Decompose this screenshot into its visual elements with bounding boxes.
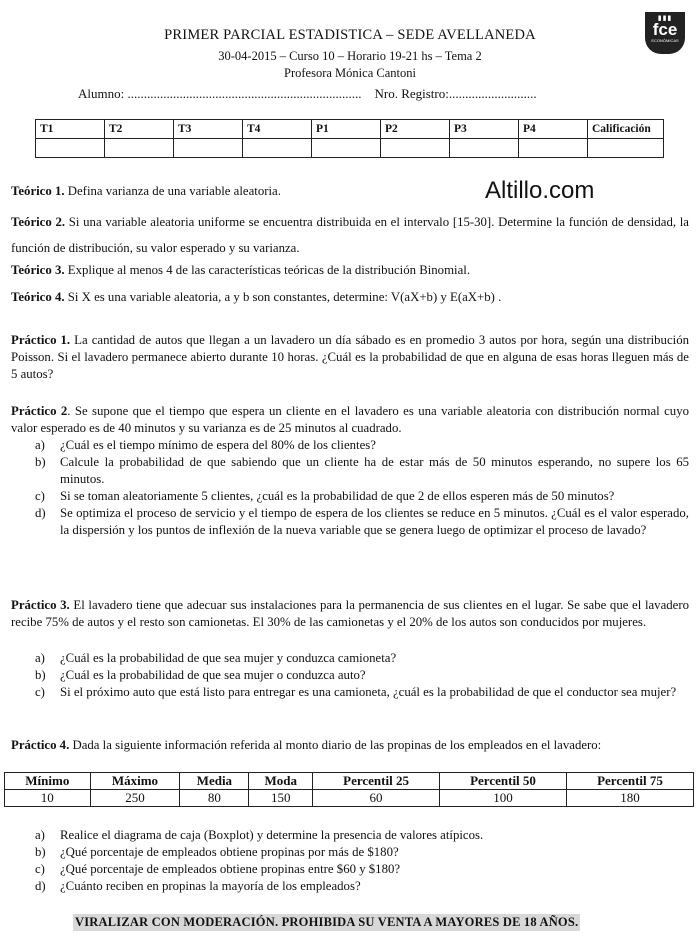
grade-cell[interactable] [519,139,588,158]
teorico-2 [11,209,689,261]
practico-text: Dada la siguiente información referida al monto diario de las propinas de los empleados en el lavadero: [69,738,602,752]
tips-value-cell: 100 [440,790,567,807]
list-item: c) Si el próximo auto que está listo para entregar es una camioneta, ¿cuál es la probabilidad de que el conductor sea mujer? [35,685,677,699]
practico-label: Práctico 4. [11,738,70,752]
grade-cell[interactable] [243,139,312,158]
practico-2 [11,403,689,437]
practico-1 [11,332,689,383]
grade-cell[interactable] [105,139,174,158]
practico-4 [11,737,689,754]
tips-value-cell: 250 [90,790,180,807]
exam-title: PRIMER PARCIAL ESTADISTICA – SEDE AVELLANEDA [164,27,536,43]
logo-sub: ECONÓMICAS [651,38,679,43]
list-item: a) ¿Cuál es la probabilidad de que sea mujer y conduzca camioneta? [35,651,397,665]
grade-header-cell: T2 [105,120,174,139]
teacher-name: Profesora Mónica Cantoni [284,66,416,80]
teorico-text: Defina varianza de una variable aleatoria. [64,184,281,198]
grade-header-cell: P1 [312,120,381,139]
exam-info: 30-04-2015 – Curso 10 – Horario 19-21 hs – Tema 2 [218,49,482,63]
list-item: d) Se optimiza el proceso de servicio y el tiempo de espera de los clientes se reduce en 5 minutos. ¿Cuál es el valor esperado, la dispersión y los puntos de inflexión de la nueva variable que se genera luego de optimizar el proceso de lavado? [35,506,689,537]
tips-value-cell: 150 [249,790,313,807]
practico-label: Práctico 1. [11,333,71,347]
teorico-1 [11,183,481,200]
teorico-3 [11,262,689,279]
grade-cell[interactable] [312,139,381,158]
tips-table [4,772,694,807]
tips-header-cell: Percentil 75 [566,773,693,790]
practico-label: Práctico 2 [11,404,68,418]
grade-header-cell: P3 [450,120,519,139]
list-item: d) ¿Cuánto reciben en propinas la mayoría de los empleados? [35,879,361,893]
grade-cell[interactable] [36,139,105,158]
grade-header-cell: P4 [519,120,588,139]
tips-value-cell: 10 [5,790,91,807]
grade-header-cell: T4 [243,120,312,139]
university-logo-icon: ▮▮▮ fce ECONÓMICAS [645,12,685,54]
practico-text: . Se supone que el tiempo que espera un cliente en el lavadero es una variable aleatoria con distribución normal cuyo valor esperado es de 40 minutos y su varianza es de 25 minutos al cuadrado. [11,404,689,435]
grade-cell[interactable] [381,139,450,158]
grade-header-row [36,120,664,139]
practico-label: Práctico 3. [11,598,70,612]
teorico-text: Si X es una variable aleatoria, a y b son constantes, determine: V(aX+b) y E(aX+b) . [64,290,502,304]
list-item: b) Calcule la probabilidad de que sabiendo que un cliente ha de estar más de 50 minutos esperando, no supere los 65 minutos. [35,455,689,486]
tips-header-cell: Percentil 50 [440,773,567,790]
list-item: a) Realice el diagrama de caja (Boxplot) y determine la presencia de valores atípicos. [35,828,484,842]
list-item: b) ¿Qué porcentaje de empleados obtiene propinas por más de $180? [35,845,399,859]
teorico-label: Teórico 3. [11,263,65,277]
list-item: c) ¿Qué porcentaje de empleados obtiene propinas entre $60 y $180? [35,862,401,876]
teorico-label: Teórico 2. [11,215,66,229]
footer-notice: VIRALIZAR CON MODERACIÓN. PROHIBIDA SU VENTA A MAYORES DE 18 AÑOS. [75,915,579,929]
practico-3 [11,597,689,631]
grade-input-row [36,139,664,158]
tips-value-row [5,790,694,807]
teorico-label: Teórico 4. [11,290,65,304]
practico-3-list [35,650,689,701]
teorico-4 [11,289,689,306]
grade-table [35,119,664,158]
tips-value-cell: 80 [180,790,249,807]
grade-cell[interactable] [174,139,243,158]
teorico-label: Teórico 1. [11,184,65,198]
practico-4-list [35,827,689,895]
teorico-text: Explique al menos 4 de las características teóricas de la distribución Binomial. [64,263,471,277]
grade-header-cell: Calificación [588,120,664,139]
list-item: b) ¿Cuál es la probabilidad de que sea mujer o conduzca auto? [35,668,366,682]
teorico-text: Si una variable aleatoria uniforme se encuentra distribuida en el intervalo [15-30]. Determine la función de densidad, la función de distribución, su valor esperado y su varianza. [11,215,689,255]
tips-value-cell: 60 [313,790,440,807]
grade-header-cell: P2 [381,120,450,139]
tips-header-cell: Moda [249,773,313,790]
tips-header-cell: Mínimo [5,773,91,790]
grade-header-cell: T3 [174,120,243,139]
tips-value-cell: 180 [566,790,693,807]
logo-mark: fce [652,20,678,39]
grade-cell[interactable] [450,139,519,158]
list-item: c) Si se toman aleatoriamente 5 clientes, ¿cuál es la probabilidad de que 2 de ellos esperen más de 50 minutos? [35,489,615,503]
tips-header-cell: Media [180,773,249,790]
practico-text: El lavadero tiene que adecuar sus instalaciones para la permanencia de sus clientes en el lugar. Se sabe que el lavadero recibe 75% de autos y el resto son camionetas. El 30% de las camionetas y el 20% de los autos son conducidos por mujeres. [11,598,689,629]
student-line: Alumno: ........................................................................ Nro. Registro:........................... [78,86,537,101]
watermark: Altillo.com [485,177,595,204]
list-item: a) ¿Cuál es el tiempo mínimo de espera del 80% de los clientes? [35,438,376,452]
tips-header-cell: Máximo [90,773,180,790]
tips-header-row [5,773,694,790]
grade-header-cell: T1 [36,120,105,139]
grade-cell[interactable] [588,139,664,158]
practico-text: La cantidad de autos que llegan a un lavadero un día sábado es en promedio 3 autos por hora, según una distribución Poisson. Si el lavadero permanece abierto durante 10 horas. ¿Cuál es la probabilidad de que en alguna de esas horas lleguen más de 5 autos? [11,333,689,381]
practico-2-list [35,437,689,539]
tips-header-cell: Percentil 25 [313,773,440,790]
